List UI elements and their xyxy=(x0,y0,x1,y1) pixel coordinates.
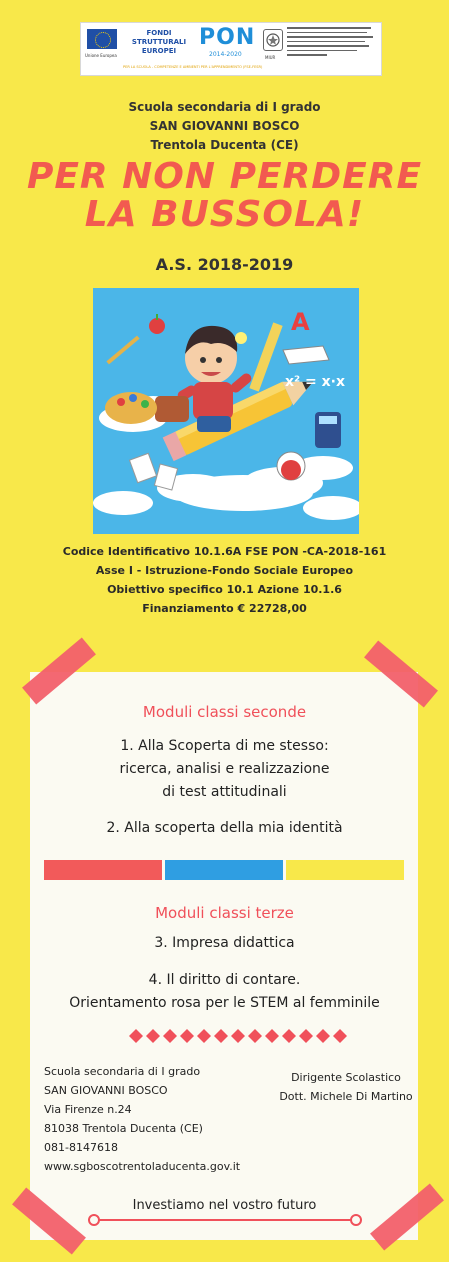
pon-years: 2014-2020 xyxy=(209,51,242,58)
school-city: Trentola Ducenta (CE) xyxy=(150,138,299,152)
seconde-title: Moduli classi seconde xyxy=(142,703,307,721)
school-name: SAN GIOVANNI BOSCO xyxy=(149,119,300,133)
module-2: 2. Alla scoperta della mia identità xyxy=(106,820,343,836)
color-bar-blue xyxy=(165,860,283,880)
motto-dot-left xyxy=(88,1214,100,1226)
dirigente-name: Dott. Michele Di Martino xyxy=(279,1090,413,1103)
logo-banner xyxy=(80,22,382,76)
website-link[interactable]: www.sgboscotrentoladucenta.gov.it xyxy=(44,1160,241,1173)
motto-underline xyxy=(92,1219,356,1221)
finanziamento: Finanziamento € 22728,00 xyxy=(142,602,307,615)
pon-subtitle: PER LA SCUOLA - COMPETENZE E AMBIENTI PER L'APPRENDIMENTO (FSE-FESR) xyxy=(123,65,263,69)
eu-flag-icon xyxy=(87,29,117,49)
dirigente-block xyxy=(268,1068,424,1106)
svg-text:A: A xyxy=(291,308,310,336)
codice-identificativo: Codice Identificativo 10.1.6A FSE PON -CA-2018-161 xyxy=(62,545,387,558)
school-year: A.S. 2018-2019 xyxy=(155,255,294,274)
color-bar-red xyxy=(44,860,162,880)
miur-caption: MIUR xyxy=(265,55,276,60)
motto-dot-right xyxy=(350,1214,362,1226)
fondi-strutturali-logo: FONDI STRUTTURALI EUROPEI xyxy=(131,29,187,55)
boy-on-pencil-illustration xyxy=(93,288,359,534)
school-header xyxy=(0,98,449,155)
school-address: Scuola secondaria di I grado SAN GIOVANNI BOSCO Via Firenze n.24 81038 Trentola Ducenta (CE) 081-8147618 www.sgboscotrentoladucenta.gov.it xyxy=(44,1062,240,1176)
italian-republic-emblem-icon xyxy=(263,29,283,51)
module-3: 3. Impresa didattica xyxy=(154,935,295,951)
asse: Asse I - Istruzione-Fondo Sociale Europeo xyxy=(95,564,354,577)
svg-text:x² = x·x: x² = x·x xyxy=(285,374,346,390)
pon-logo: PON xyxy=(199,25,256,50)
school-type: Scuola secondaria di I grado xyxy=(128,100,321,114)
dirigente-role: Dirigente Scolastico xyxy=(291,1071,401,1084)
eu-stars-icon xyxy=(95,32,111,48)
phone-number: 081-8147618 xyxy=(44,1141,118,1154)
module-1: 1. Alla Scoperta di me stesso: ricerca, analisi e realizzazione di test attitudinali xyxy=(119,738,330,800)
motto: Investiamo nel vostro futuro xyxy=(132,1198,317,1213)
project-codes xyxy=(0,542,449,618)
diamond-divider xyxy=(128,1028,348,1044)
eu-label: Unione Europea xyxy=(85,53,117,58)
terze-title: Moduli classi terze xyxy=(155,904,294,922)
color-bar-yellow xyxy=(286,860,404,880)
obiettivo: Obiettivo specifico 10.1 Azione 10.1.6 xyxy=(107,583,342,596)
ministry-text-block xyxy=(287,27,375,59)
poster-title: PER NON PERDERE LA BUSSOLA! xyxy=(26,156,423,235)
module-4: 4. Il diritto di contare. Orientamento rosa per le STEM al femminile xyxy=(69,972,380,1011)
